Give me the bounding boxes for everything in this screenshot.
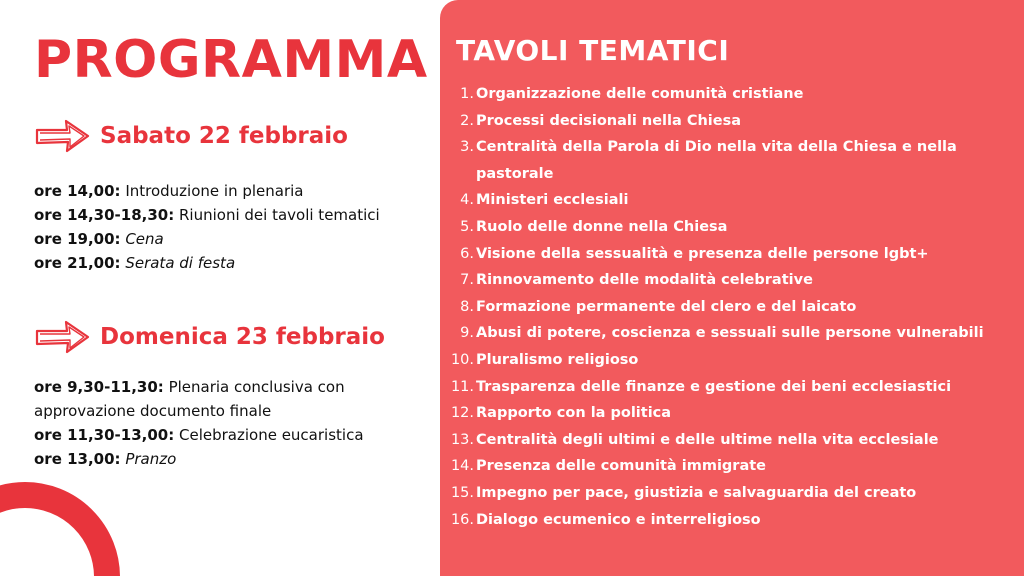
- schedule-time: ore 9,30-11,30:: [34, 378, 164, 396]
- topic-text: Visione della sessualità e presenza delle persone lgbt+: [476, 245, 929, 262]
- schedule-item: [34, 375, 414, 423]
- topic-text: Dialogo ecumenico e interreligioso: [476, 511, 761, 528]
- topic-text: Pluralismo religioso: [476, 351, 639, 368]
- schedule-activity: Riunioni dei tavoli tematici: [179, 206, 380, 224]
- day-title: Sabato 22 febbraio: [100, 123, 348, 149]
- schedule-activity: Plenaria conclusiva con approvazione documento finale: [34, 378, 345, 420]
- topic-item: [450, 453, 1010, 480]
- topic-number: 14.: [450, 458, 474, 475]
- topic-number: 2.: [460, 112, 474, 129]
- schedule-time: ore 21,00:: [34, 254, 121, 272]
- topic-item: [450, 187, 1010, 214]
- schedule-activity: Cena: [125, 230, 164, 248]
- topic-text: Trasparenza delle finanze e gestione dei beni ecclesiastici: [476, 378, 952, 395]
- topics-title: TAVOLI TEMATICI: [456, 34, 730, 67]
- arrow-icon: [34, 117, 92, 155]
- topic-item: [450, 480, 1010, 507]
- topic-text: Centralità degli ultimi e delle ultime nella vita ecclesiale: [476, 431, 939, 448]
- topic-number: 6.: [460, 245, 474, 262]
- topic-item: [450, 267, 1010, 294]
- topic-number: 4.: [460, 192, 474, 209]
- schedule-item: [34, 179, 380, 203]
- arrow-icon: [34, 318, 92, 356]
- topic-text: Organizzazione delle comunità cristiane: [476, 86, 804, 102]
- topic-item: [450, 320, 1010, 347]
- topics-list: [450, 81, 1010, 533]
- topic-number: 7.: [460, 272, 474, 289]
- schedule-item: [34, 227, 380, 251]
- topic-text: Rapporto con la politica: [476, 405, 672, 422]
- schedule-time: ore 19,00:: [34, 230, 121, 248]
- topic-number: 15.: [450, 484, 474, 501]
- schedule-activity: Serata di festa: [125, 254, 236, 272]
- topic-text: Centralità della Parola di Dio nella vita della Chiesa e nella pastorale: [476, 139, 957, 182]
- topic-number: 10.: [450, 351, 474, 368]
- topic-item: [450, 241, 1010, 268]
- topic-number: 3.: [460, 139, 474, 156]
- topic-text: Presenza delle comunità immigrate: [476, 458, 766, 475]
- schedule-activity: Pranzo: [125, 450, 177, 468]
- schedule-time: ore 14,00:: [34, 182, 121, 200]
- topic-text: Ministeri ecclesiali: [476, 192, 629, 209]
- schedule-activity: Introduzione in plenaria: [125, 182, 304, 200]
- topic-number: 9.: [460, 325, 474, 342]
- topic-number: 8.: [460, 298, 474, 315]
- topic-item: [450, 347, 1010, 374]
- topic-text: Ruolo delle donne nella Chiesa: [476, 218, 728, 235]
- topic-item: [450, 108, 1010, 135]
- topic-item: [450, 427, 1010, 454]
- topic-text: Abusi di potere, coscienza e sessuali sulle persone vulnerabili: [476, 325, 984, 342]
- topic-number: 5.: [460, 218, 474, 235]
- schedule-activity: Celebrazione eucaristica: [179, 426, 364, 444]
- topic-item: [450, 400, 1010, 427]
- schedule-sunday: [34, 375, 414, 471]
- decorative-ring: [0, 482, 120, 576]
- program-title: PROGRAMMA: [34, 30, 428, 90]
- topic-item: [450, 214, 1010, 241]
- schedule-time: ore 14,30-18,30:: [34, 206, 175, 224]
- schedule-item: [34, 203, 380, 227]
- topic-item: [450, 507, 1010, 534]
- schedule-time: ore 13,00:: [34, 450, 121, 468]
- topic-number: 11.: [450, 378, 474, 395]
- topic-number: 1.: [460, 86, 474, 102]
- day-header-sunday: [34, 318, 385, 356]
- topics-panel: [440, 0, 1024, 576]
- topic-number: 13.: [450, 431, 474, 448]
- topic-number: 12.: [450, 405, 474, 422]
- day-title: Domenica 23 febbraio: [100, 324, 385, 350]
- topic-item: [450, 81, 1010, 108]
- topic-text: Rinnovamento delle modalità celebrative: [476, 272, 813, 289]
- topic-text: Processi decisionali nella Chiesa: [476, 112, 742, 129]
- topic-text: Formazione permanente del clero e del laicato: [476, 298, 857, 315]
- topic-text: Impegno per pace, giustizia e salvaguardia del creato: [476, 484, 917, 501]
- schedule-item: [34, 447, 414, 471]
- schedule-item: [34, 423, 414, 447]
- topic-item: [450, 134, 1010, 187]
- topic-item: [450, 374, 1010, 401]
- schedule-item: [34, 251, 380, 275]
- topic-item: [450, 294, 1010, 321]
- schedule-saturday: [34, 179, 380, 275]
- program-panel: [0, 0, 440, 576]
- schedule-time: ore 11,30-13,00:: [34, 426, 175, 444]
- topic-number: 16.: [450, 511, 474, 528]
- day-header-saturday: [34, 117, 348, 155]
